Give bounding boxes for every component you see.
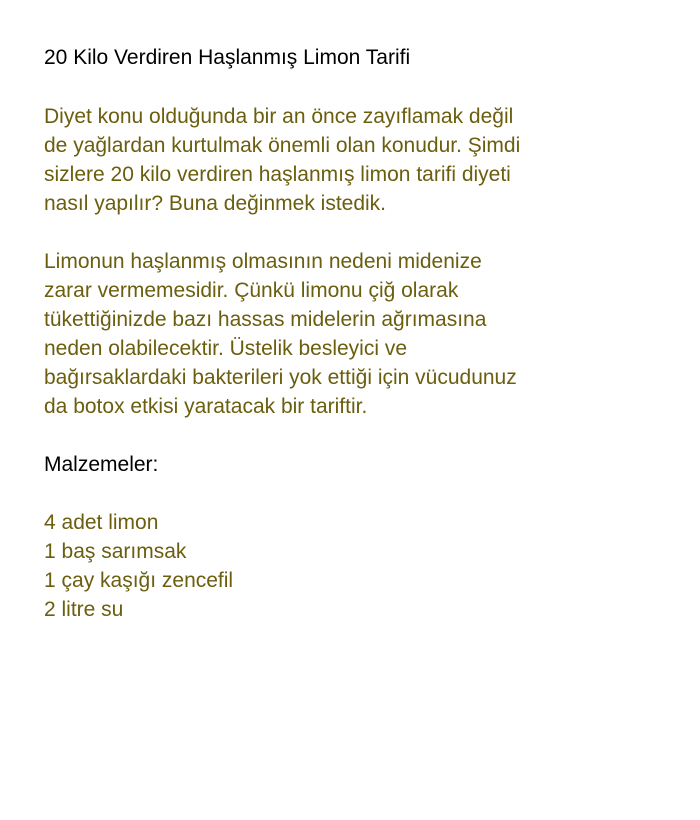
ingredient-item: 1 çay kaşığı zencefil [44, 569, 234, 592]
intro-paragraph [44, 102, 684, 218]
ingredient-item: 2 litre su [44, 598, 124, 621]
reason-line: Limonun haşlanmış olmasının nedeni midenize [44, 250, 482, 273]
reason-line: zarar vermemesidir. Çünkü limonu çiğ olarak [44, 279, 459, 302]
spacer [44, 72, 684, 102]
document-title: 20 Kilo Verdiren Haşlanmış Limon Tarifi [44, 46, 411, 69]
reason-line: tükettiğinizde bazı hassas midelerin ağrımasına [44, 308, 487, 331]
reason-paragraph [44, 247, 684, 421]
ingredients-heading: Malzemeler: [44, 453, 159, 476]
ingredient-item: 1 baş sarımsak [44, 540, 187, 563]
ingredient-item: 4 adet limon [44, 511, 159, 534]
document [44, 44, 684, 624]
intro-line: nasıl yapılır? Buna değinmek istedik. [44, 192, 387, 215]
ingredients-list [44, 508, 684, 624]
reason-line: bağırsaklardaki bakterileri yok ettiği için vücudunuz [44, 366, 517, 389]
spacer [44, 218, 684, 247]
reason-line: neden olabilecektir. Üstelik besleyici ve [44, 337, 408, 360]
intro-line: de yağlardan kurtulmak önemli olan konudur. Şimdi [44, 134, 521, 157]
spacer [44, 421, 684, 450]
spacer [44, 479, 684, 508]
reason-line: da botox etkisi yaratacak bir tariftir. [44, 395, 368, 418]
intro-line: Diyet konu olduğunda bir an önce zayıflamak değil [44, 105, 514, 128]
intro-line: sizlere 20 kilo verdiren haşlanmış limon tarifi diyeti [44, 163, 511, 186]
